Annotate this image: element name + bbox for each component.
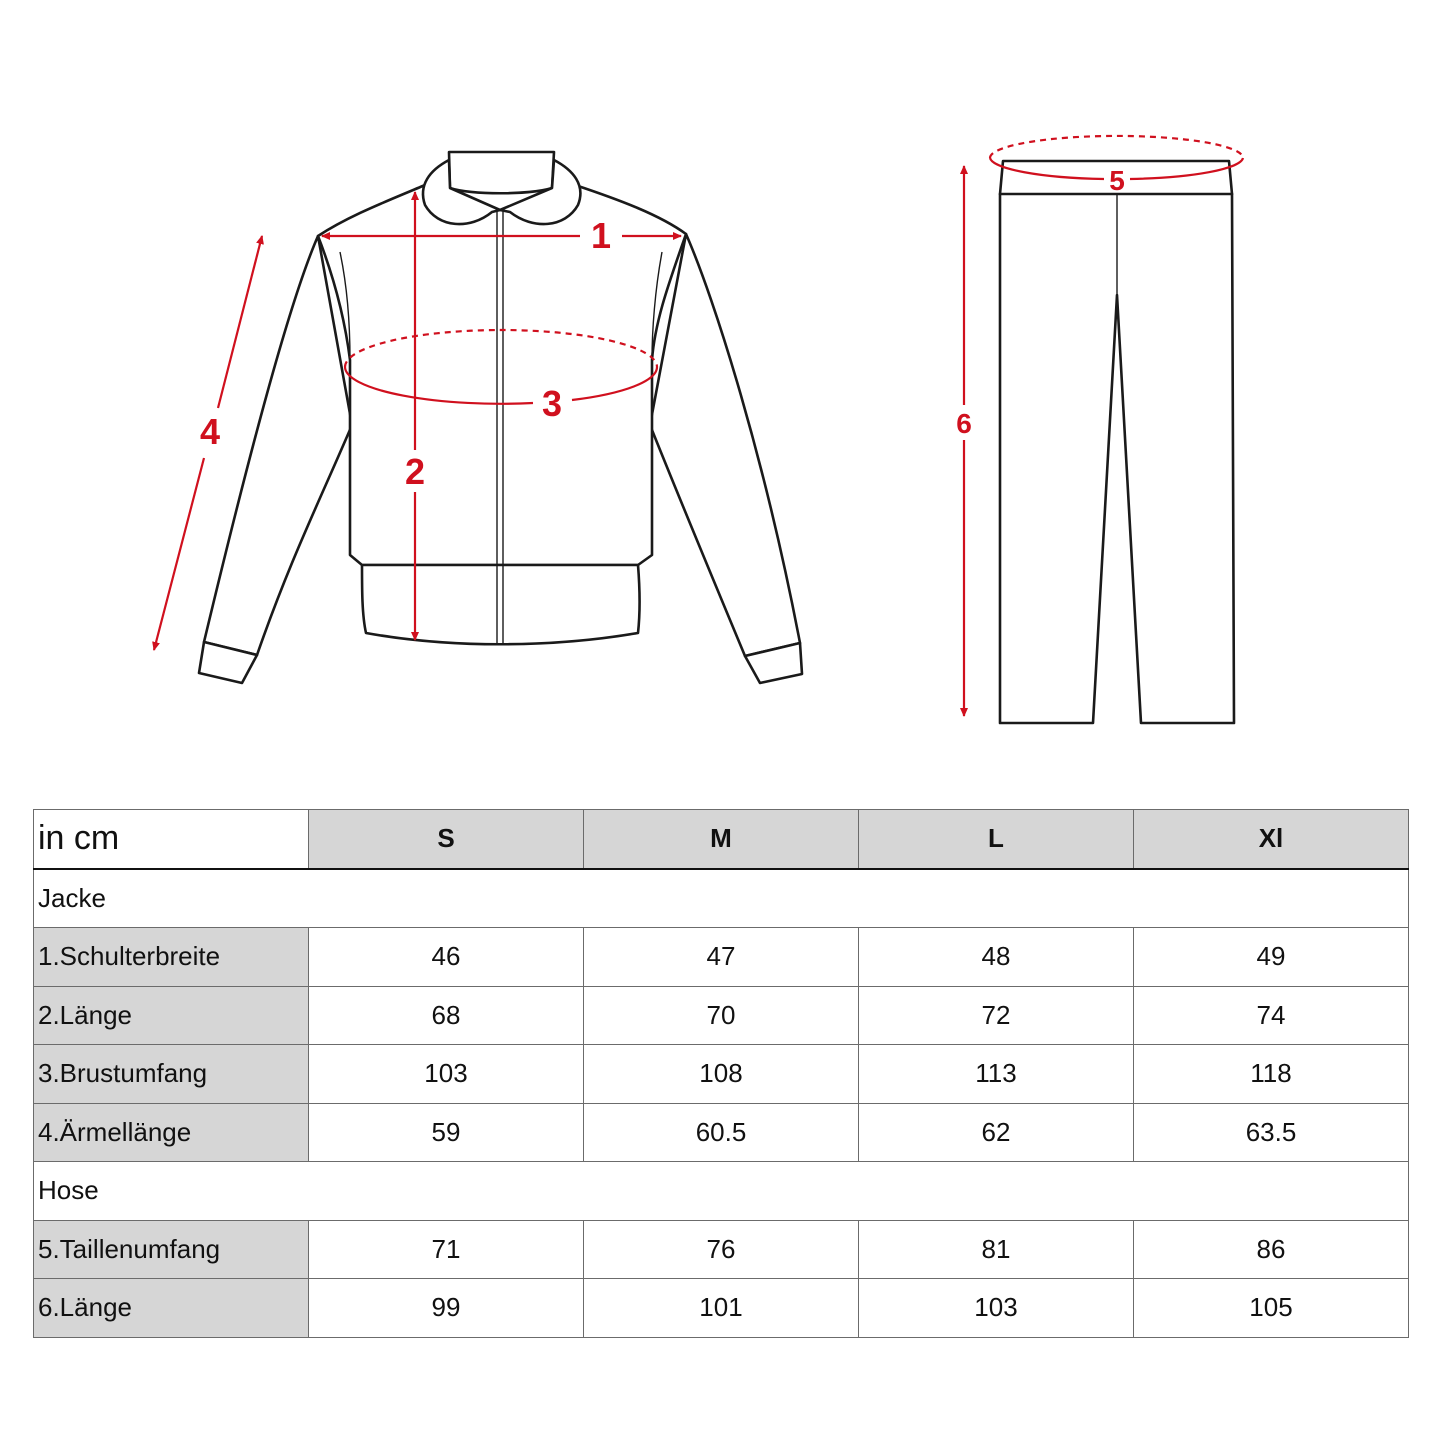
section-title: Jacke: [34, 869, 1409, 928]
pants-illustration: [1000, 161, 1234, 723]
label-2: 2: [404, 451, 426, 492]
cell-value: 105: [1134, 1279, 1409, 1338]
table-row: [34, 928, 1409, 987]
table-row: [34, 1103, 1409, 1162]
cell-value: 46: [309, 928, 584, 987]
jacket-collar-back: [449, 152, 554, 193]
cell-value: 103: [859, 1279, 1134, 1338]
cell-value: 118: [1134, 1045, 1409, 1104]
cell-value: 70: [584, 986, 859, 1045]
jacket-right-sleeve: [650, 234, 800, 656]
cell-value: 86: [1134, 1220, 1409, 1279]
label-1: 1: [590, 215, 612, 256]
sleeve-arrow-bottom: [154, 458, 204, 650]
size-header-xl: Xl: [1134, 810, 1409, 869]
cell-value: 74: [1134, 986, 1409, 1045]
label-4: 4: [199, 411, 221, 452]
label-5: 5: [1109, 165, 1125, 196]
cell-value: 72: [859, 986, 1134, 1045]
cell-value: 71: [309, 1220, 584, 1279]
size-table: [33, 809, 1409, 1338]
jacket-hem-band: [362, 565, 640, 644]
jacket-illustration: [199, 152, 802, 683]
jacket-left-sleeve: [204, 236, 352, 655]
cell-value: 101: [584, 1279, 859, 1338]
size-header-s: S: [309, 810, 584, 869]
row-label: 1.Schulterbreite: [34, 928, 309, 987]
row-label: 2.Länge: [34, 986, 309, 1045]
cell-value: 60.5: [584, 1103, 859, 1162]
cell-value: 76: [584, 1220, 859, 1279]
section-row-jacke: [34, 869, 1409, 928]
cell-value: 59: [309, 1103, 584, 1162]
cell-value: 113: [859, 1045, 1134, 1104]
cell-value: 47: [584, 928, 859, 987]
unit-header: in cm: [34, 810, 309, 869]
row-label: 5.Taillenumfang: [34, 1220, 309, 1279]
cell-value: 48: [859, 928, 1134, 987]
table-header-row: [34, 810, 1409, 869]
size-header-m: M: [584, 810, 859, 869]
cell-value: 99: [309, 1279, 584, 1338]
size-header-l: L: [859, 810, 1134, 869]
cell-value: 63.5: [1134, 1103, 1409, 1162]
cell-value: 62: [859, 1103, 1134, 1162]
label-3: 3: [541, 383, 563, 424]
section-title: Hose: [34, 1162, 1409, 1221]
cell-value: 81: [859, 1220, 1134, 1279]
waist-ellipse-back: [990, 136, 1243, 158]
table-row: [34, 1045, 1409, 1104]
table-row: [34, 1279, 1409, 1338]
label-6: 6: [956, 408, 972, 439]
row-label: 4.Ärmellänge: [34, 1103, 309, 1162]
cell-value: 108: [584, 1045, 859, 1104]
sleeve-arrow-top: [218, 236, 262, 408]
row-label: 3.Brustumfang: [34, 1045, 309, 1104]
table-row: [34, 986, 1409, 1045]
cell-value: 49: [1134, 928, 1409, 987]
section-row-hose: [34, 1162, 1409, 1221]
row-label: 6.Länge: [34, 1279, 309, 1338]
cell-value: 103: [309, 1045, 584, 1104]
cell-value: 68: [309, 986, 584, 1045]
table-row: [34, 1220, 1409, 1279]
jacket-body: [318, 185, 686, 565]
